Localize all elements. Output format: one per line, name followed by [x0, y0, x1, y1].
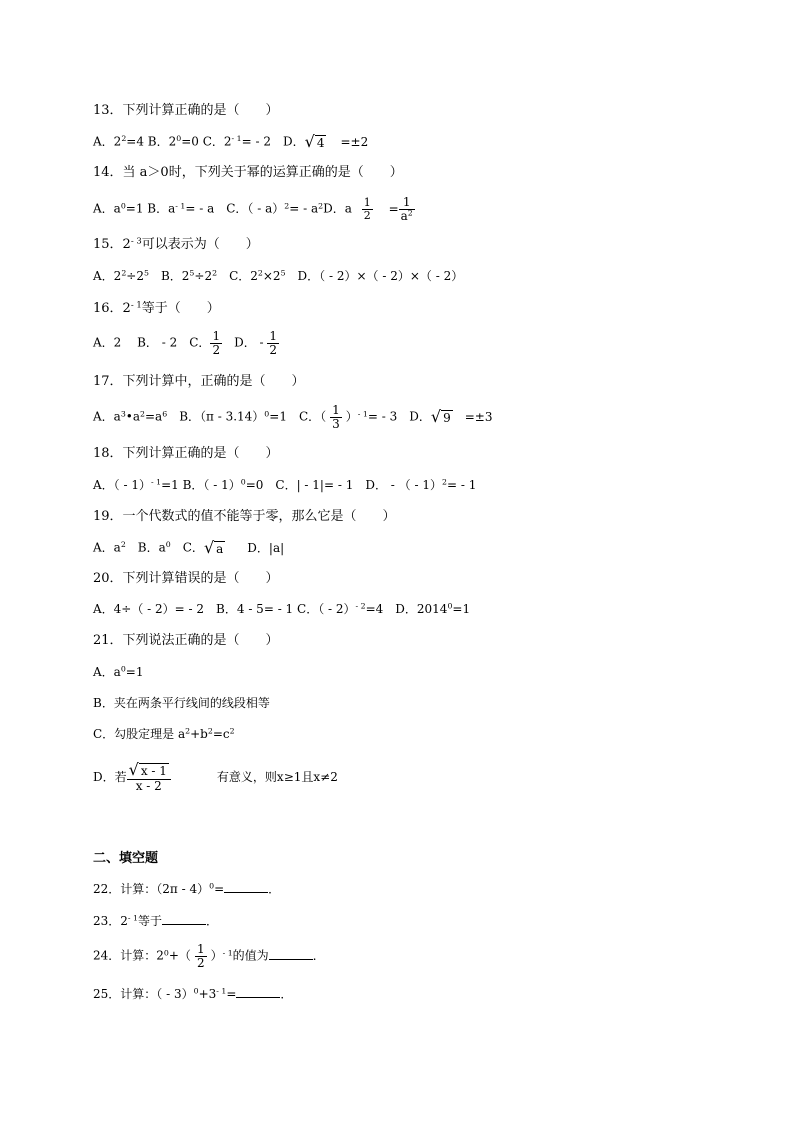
- q20-stem: 20．下列计算错误的是（ ）: [93, 571, 279, 586]
- option-text: ÷2: [194, 269, 213, 283]
- fraction: [330, 404, 342, 430]
- option-text: A．2 B． - 2 C．: [93, 335, 211, 350]
- q17-options: [93, 404, 492, 430]
- superscript: 2: [185, 726, 191, 736]
- option-text: =: [388, 201, 399, 216]
- superscript: 5: [143, 268, 149, 278]
- question-text: 等于: [137, 914, 162, 928]
- q16-options: [93, 330, 279, 356]
- superscript: 5: [280, 268, 286, 278]
- answer-blank[interactable]: [269, 959, 313, 960]
- option-text: A．a: [93, 540, 121, 555]
- sqrt-expression: √ 4: [304, 132, 325, 151]
- q13-options: [93, 134, 368, 150]
- option-text: =4 B．2: [126, 134, 177, 149]
- option-text: =4 D．2014: [365, 602, 448, 616]
- fraction: [399, 196, 415, 222]
- numerator: 1: [196, 942, 205, 956]
- fraction: [267, 330, 279, 356]
- q21-option-b: B．夹在两条平行线间的线段相等: [93, 696, 270, 710]
- option-text: ×2: [262, 269, 281, 283]
- option-text: A．a: [93, 201, 121, 216]
- option-text: A．2: [93, 269, 122, 283]
- superscript: 0: [176, 134, 182, 144]
- option-text: = - 1: [446, 478, 477, 492]
- superscript: - 1: [175, 201, 186, 211]
- answer-blank[interactable]: [224, 892, 268, 893]
- option-text: = - a: [289, 201, 319, 216]
- superscript: 0: [447, 601, 453, 611]
- option-text: =0 C．| - 1|= - 1 D． - （ - 1）: [245, 478, 442, 492]
- q15-stem: [93, 235, 259, 252]
- option-text: =1 B．a: [125, 201, 176, 216]
- option-text: =1: [125, 665, 144, 679]
- question-text: 24．计算：2: [93, 948, 164, 963]
- denominator-base: a: [400, 208, 408, 223]
- numerator: [127, 762, 171, 779]
- option-text: B．（π - 3.14）: [167, 409, 265, 424]
- option-text: = - a C．（ - a）: [185, 201, 285, 216]
- q21-option-c: [93, 728, 235, 740]
- sqrt-expression: √ 9: [430, 407, 451, 427]
- question-text: +（: [168, 948, 191, 963]
- superscript: 0: [193, 986, 199, 996]
- superscript: - 1: [130, 299, 142, 310]
- option-text: •a: [125, 409, 141, 424]
- q21-option-a: [93, 666, 144, 678]
- denominator: 2: [363, 208, 371, 222]
- question-text: =: [226, 987, 237, 1001]
- superscript: - 1: [357, 409, 368, 419]
- denominator: 2: [269, 342, 278, 357]
- option-text: A．a: [93, 409, 121, 424]
- numerator: 1: [363, 196, 371, 210]
- superscript: 2: [257, 268, 263, 278]
- option-text: =1 C．（: [269, 409, 327, 424]
- option-text: +b: [190, 727, 208, 741]
- denominator: [399, 209, 415, 223]
- option-text: A．4÷（ - 2）= - 2 B．4 - 5= - 1 C．（ - 2）: [93, 602, 356, 616]
- superscript: 2: [229, 726, 235, 736]
- option-text: B．2: [148, 269, 190, 283]
- denominator: 2: [196, 955, 205, 970]
- option-text: D．|a|: [235, 540, 285, 555]
- q17-stem: 17．下列计算中，正确的是（ ）: [93, 374, 305, 389]
- superscript: - 1: [127, 913, 138, 923]
- superscript: - 1: [231, 134, 242, 144]
- question-text: ）: [210, 948, 223, 963]
- superscript: 0: [240, 477, 246, 487]
- superscript: 2: [407, 208, 413, 218]
- option-text: A．2: [93, 134, 122, 149]
- radicand: x - 1: [140, 764, 167, 778]
- superscript: 0: [120, 664, 126, 674]
- denominator: 2: [212, 342, 221, 357]
- superscript: 2: [212, 268, 218, 278]
- superscript: 0: [209, 881, 215, 891]
- option-text: D．（ - 2）×（ - 2）×（ - 2）: [285, 269, 464, 283]
- superscript: 2: [120, 540, 126, 550]
- superscript: 2: [318, 201, 324, 211]
- sqrt-expression: √ a: [203, 538, 224, 557]
- superscript: 0: [163, 948, 169, 958]
- superscript: - 1: [222, 948, 233, 958]
- radicand: a: [216, 542, 224, 556]
- fraction: [210, 330, 222, 356]
- section-heading: 二、填空题: [93, 851, 159, 866]
- option-text: =c: [212, 727, 230, 741]
- denominator: x - 2: [127, 779, 171, 793]
- question-text: +3: [198, 987, 217, 1001]
- option-text: =1 B．（ - 1）: [161, 478, 241, 492]
- option-text: ）: [345, 409, 358, 424]
- stem-text: 等于（ ）: [141, 301, 220, 316]
- option-text: =±3: [464, 409, 493, 424]
- option-text: 有意义，则x≥1且x≠2: [216, 770, 338, 785]
- stem-text: 可以表示为（ ）: [141, 237, 259, 252]
- stem-text: 16．2: [93, 301, 131, 316]
- q14-options: [93, 196, 415, 222]
- numerator: 1: [402, 195, 411, 209]
- superscript: - 1: [151, 477, 162, 487]
- question-text: 23．2: [93, 914, 128, 928]
- superscript: 0: [165, 540, 171, 550]
- fraction: [127, 762, 171, 792]
- q21-stem: 21．下列说法正确的是（ ）: [93, 633, 279, 648]
- option-text: =±2: [340, 134, 369, 149]
- superscript: 2: [284, 201, 290, 211]
- option-text: = - 3 D．: [367, 409, 431, 424]
- numerator: 1: [332, 403, 340, 417]
- radicand: 9: [443, 411, 451, 426]
- option-text: A．（ - 1）: [93, 478, 151, 492]
- superscript: 6: [162, 409, 168, 419]
- superscript: 0: [264, 409, 270, 419]
- superscript: 3: [120, 409, 126, 419]
- q18-options: [93, 479, 476, 491]
- answer-blank[interactable]: [162, 924, 206, 925]
- q21-option-d: [93, 762, 338, 792]
- superscript: 2: [207, 726, 213, 736]
- superscript: 2: [121, 268, 127, 278]
- radicand: 4: [316, 136, 325, 150]
- fraction: [195, 943, 207, 969]
- option-text: C．2: [217, 269, 258, 283]
- q13-stem: 13．下列计算正确的是（ ）: [93, 103, 279, 118]
- option-text: =1: [452, 602, 471, 616]
- q24: [93, 943, 325, 969]
- q14-stem: 14．当 a＞0时，下列关于幂的运算正确的是（ ）: [93, 165, 403, 180]
- superscript: 2: [140, 409, 145, 419]
- superscript: - 3: [130, 235, 142, 246]
- q20-options: [93, 603, 470, 615]
- question-text: 的值为: [232, 948, 269, 963]
- option-text: D．若: [93, 770, 127, 785]
- superscript: - 2: [355, 601, 366, 611]
- question-text: ．: [280, 987, 293, 1001]
- question-text: 22．计算：（2π - 4）: [93, 882, 210, 896]
- fraction: [362, 197, 373, 221]
- question-text: 25．计算：（ - 3）: [93, 987, 194, 1001]
- question-text: ．: [206, 914, 219, 928]
- q19-stem: 19．一个代数式的值不能等于零，那么它是（ ）: [93, 509, 396, 524]
- superscript: 5: [189, 268, 195, 278]
- superscript: 0: [120, 201, 126, 211]
- question-text: =: [214, 882, 225, 896]
- sqrt-expression: √ x - 1: [128, 760, 167, 779]
- superscript: 2: [441, 477, 447, 487]
- superscript: - 1: [216, 986, 227, 996]
- option-text: D．a: [323, 201, 352, 216]
- question-text: ．: [268, 882, 281, 896]
- q18-stem: 18．下列计算正确的是（ ）: [93, 446, 279, 461]
- question-text: ．: [312, 948, 325, 963]
- numerator: 1: [269, 329, 278, 343]
- denominator: 3: [332, 416, 340, 431]
- q16-stem: [93, 299, 220, 316]
- option-text: C．勾股定理是 a: [93, 727, 186, 741]
- q19-options: [93, 540, 284, 556]
- numerator: 1: [212, 329, 221, 343]
- q23: [93, 915, 218, 927]
- answer-blank[interactable]: [236, 997, 280, 998]
- option-text: B．a: [125, 540, 166, 555]
- option-text: =a: [145, 409, 163, 424]
- stem-text: 15．2: [93, 237, 131, 252]
- option-text: A．a: [93, 665, 121, 679]
- option-text: ÷2: [126, 269, 144, 283]
- option-text: =0 C．2: [181, 134, 232, 149]
- option-text: = - 2 D．: [241, 134, 305, 149]
- option-text: C．: [170, 540, 204, 555]
- q22: [93, 883, 280, 895]
- superscript: 2: [121, 134, 127, 144]
- q15-options: [93, 270, 463, 282]
- q25: [93, 988, 292, 1000]
- option-text: D． -: [222, 335, 268, 350]
